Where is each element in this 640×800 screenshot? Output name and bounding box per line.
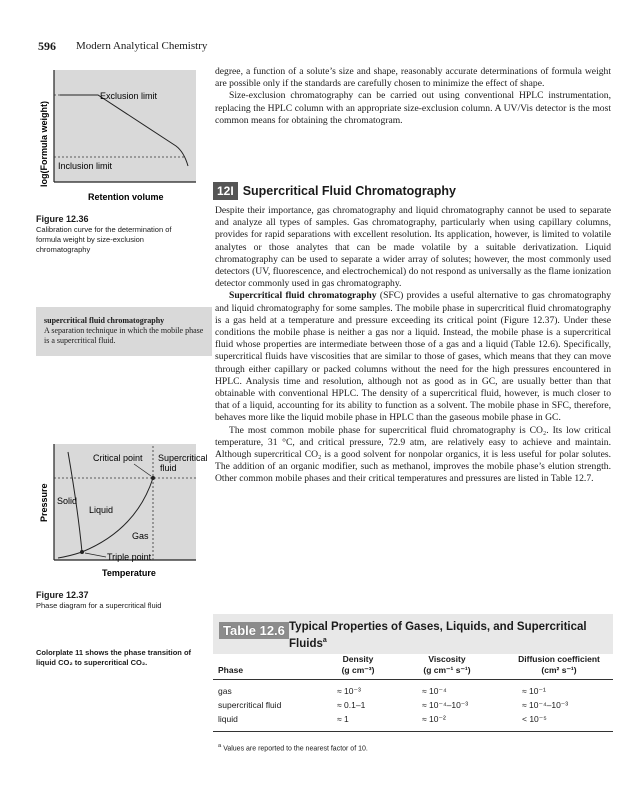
triple-point-label: Triple point	[107, 552, 152, 562]
figure-12-36-caption-text: Calibration curve for the determination of formula weight by size-exclusion chromatography	[36, 225, 172, 254]
cell-phase: liquid	[218, 714, 238, 724]
paragraph-2	[215, 290, 611, 424]
col-header-density	[318, 654, 398, 676]
margin-definition-text: A separation technique in which the mobile phase is a supercritical fluid.	[44, 326, 204, 345]
figure-12-36-caption-title: Figure 12.36	[36, 214, 89, 224]
sfc-term: Supercritical fluid chromatography	[229, 290, 377, 302]
intro-text	[215, 66, 611, 127]
cell-density: ≈ 0.1–1	[337, 700, 366, 710]
paragraph-3: The most common mobile phase for supercritical fluid chromatography is CO₂. Its low critical temperature, 31 °C, and critical pressure, 72.9 atm, are relatively easy to achieve and maintain. Although supercritical CO₂ is a good solvent for nonpolar organics, it is less useful for polar solutes. The addition of an organic modifier, such as methanol, improves the mobile phase’s elution strength. Other common mobile phases and their critical temperatures and pressures are listed in Table 12.7.	[215, 424, 611, 485]
supercritical-label-2: fluid	[160, 463, 177, 473]
col-header-density-unit: (g cm⁻³)	[341, 665, 375, 675]
figure-12-36	[36, 62, 196, 212]
col-header-phase: Phase	[218, 665, 244, 675]
calibration-curve-plot	[36, 62, 196, 212]
cell-phase: gas	[218, 686, 232, 696]
col-header-viscosity	[402, 654, 492, 676]
table-12-6-header	[213, 614, 613, 654]
cell-diffusion: < 10⁻⁵	[522, 714, 547, 724]
cell-density: ≈ 1	[337, 714, 349, 724]
cell-diffusion: ≈ 10⁻¹	[522, 686, 546, 696]
section-heading	[213, 182, 456, 200]
margin-definition	[36, 307, 212, 356]
critical-point-marker	[151, 476, 155, 480]
cell-viscosity: ≈ 10⁻⁴–10⁻³	[422, 700, 469, 710]
figure-12-37-caption-text: Phase diagram for a supercritical fluid	[36, 601, 162, 610]
y-axis-label: Pressure	[39, 483, 49, 522]
col-header-viscosity-unit: (g cm⁻¹ s⁻¹)	[423, 665, 471, 675]
col-header-diffusion	[505, 654, 613, 676]
inclusion-limit-label: Inclusion limit	[58, 161, 113, 171]
cell-phase: supercritical fluid	[218, 700, 282, 710]
section-text	[215, 205, 611, 486]
footnote-text: Values are reported to the nearest factor of 10.	[221, 745, 368, 753]
cell-diffusion: ≈ 10⁻⁴–10⁻³	[522, 700, 569, 710]
y-axis-label: log(Formula weight)	[39, 101, 49, 187]
paragraph-2-text: (SFC) provides a useful alternative to gas chromatography and liquid chromatography for some samples. The mobile phase in supercritical fluid chromatography is a gas held at a temperature and pressure exceeding its critical point (Figure 12.37). Under these conditions the mobile phase is neither a gas nor a liquid. Instead, the mobile phase is a supercritical fluid whose properties are intermediate between those of a gas and a liquid (Table 12.6). Specifically, supercritical fluids have viscosities that are similar to those of gases, which means that they can move through either capillary or packed columns without the need for the high pressures encountered in HPLC. Analysis time and resolution, although not as good as in GC, are usually better than that obtainable with conventional HPLC. The density of a supercritical fluid, however, is much closer to that of a liquid, accounting for its ability to function as a solvent. The mobile phase in SFC, therefore, behaves more like the liquid mobile phase in HPLC than the gaseous mobile phase in GC.	[215, 290, 611, 424]
paragraph-size-exclusion: Size-exclusion chromatography can be carried out using conventional HPLC instrumentation, replacing the HPLC column with an appropriate size-exclusion column. A UV/Vis detector is the most common means for obtaining the chromatogram.	[215, 90, 611, 126]
supercritical-label-1: Supercritical	[158, 453, 208, 463]
paragraph-intro: degree, a function of a solute’s size and shape, reasonably accurate determinations of formula weight are possible only if the standards are carefully chosen to minimize the effect of shape.	[215, 66, 611, 90]
phase-diagram	[36, 440, 208, 590]
solid-label: Solid	[57, 496, 78, 506]
running-title: Modern Analytical Chemistry	[76, 40, 208, 52]
colorplate-note: Colorplate 11 shows the phase transition of liquid CO₂ to supercritical CO₂.	[36, 648, 192, 667]
paragraph-1: Despite their importance, gas chromatography and liquid chromatography cannot be used to separate and analyze all types of samples. Gas chromatography, particularly when using capillary columns, provides for rapid separations with excellent resolution. Its application, however, is limited to volatile analytes or those analytes that can be made volatile by a suitable derivatization. Liquid chromatography can be used to separate a wider array of solutes; however, the most commonly used detectors (UV, fluorescence, and electrochemical) do not respond as universally as the flame ionization detector commonly used in gas chromatography.	[215, 205, 611, 290]
figure-12-37	[36, 440, 208, 590]
col-header-density-name: Density	[342, 654, 374, 664]
section-number-badge: 12I	[213, 182, 238, 200]
margin-term: supercritical fluid chromatography	[44, 316, 165, 325]
x-axis-label: Retention volume	[88, 192, 164, 202]
table-footnote	[218, 743, 368, 752]
col-header-diffusion-name: Diffusion coefficient	[518, 654, 600, 664]
footnote-mark: a	[218, 743, 222, 749]
table-bottom-rule	[213, 731, 613, 732]
liquid-label: Liquid	[89, 505, 114, 515]
table-row	[218, 700, 613, 712]
x-axis-label: Temperature	[102, 568, 156, 578]
table-row	[218, 686, 613, 698]
cell-viscosity: ≈ 10⁻²	[422, 714, 446, 724]
col-header-diffusion-unit: (cm² s⁻¹)	[541, 665, 577, 675]
page-number: 596	[38, 39, 56, 53]
cell-density: ≈ 10⁻³	[337, 686, 361, 696]
section-title: Supercritical Fluid Chromatography	[242, 184, 456, 198]
figure-12-37-caption-title: Figure 12.37	[36, 590, 89, 600]
table-title-text: Typical Properties of Gases, Liquids, and Supercritical Fluids	[289, 621, 587, 650]
triple-point-marker	[80, 550, 84, 554]
table-header-rule	[213, 679, 613, 680]
col-header-viscosity-name: Viscosity	[428, 654, 466, 664]
table-title-sup: a	[322, 637, 327, 644]
table-title	[289, 620, 604, 651]
critical-point-label: Critical point	[93, 453, 143, 463]
cell-viscosity: ≈ 10⁻⁴	[422, 686, 447, 696]
table-row	[218, 714, 613, 726]
exclusion-limit-label: Exclusion limit	[100, 91, 158, 101]
gas-label: Gas	[132, 531, 149, 541]
table-badge: Table 12.6	[219, 622, 289, 639]
